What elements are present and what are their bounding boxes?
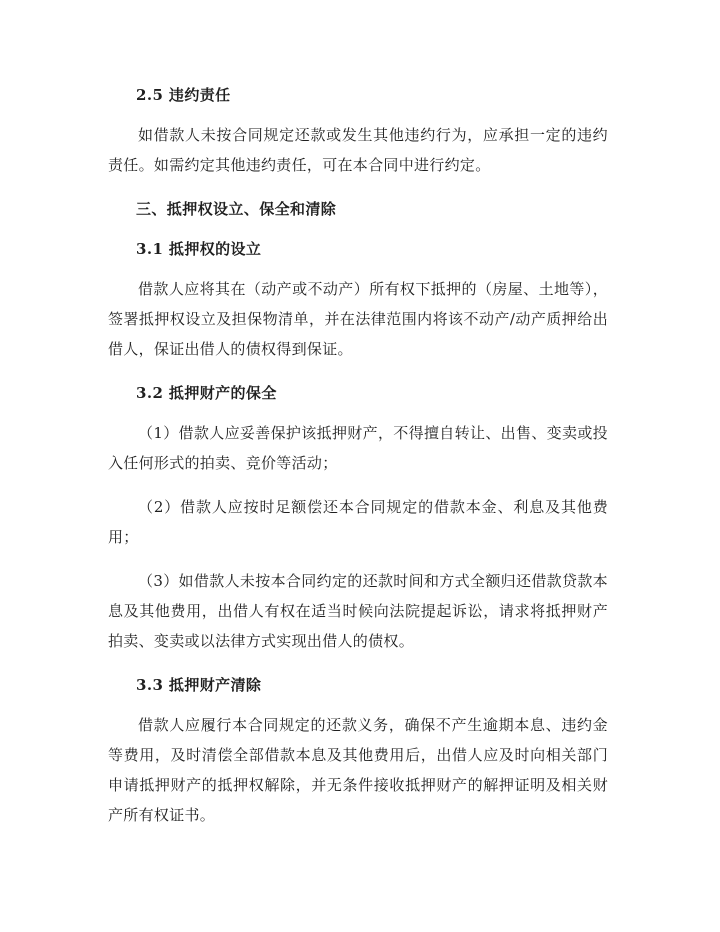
section-2-5-heading: 2.5 违约责任	[136, 86, 231, 104]
section-3-1-heading: 3.1 抵押权的设立	[136, 240, 262, 258]
section-3-2-item-3: （3）如借款人未按本合同约定的还款时间和方式全额归还借款贷款本息及其他费用，出借人有权在适当时候向法院提起诉讼，请求将抵押财产拍卖、变卖或以法律方式实现出借人的债权。	[108, 572, 608, 650]
section-3-heading: 三、抵押权设立、保全和清除	[136, 200, 337, 218]
section-3-2-item-1: （1）借款人应妥善保护该抵押财产，不得擅自转让、出售、变卖或投入任何形式的拍卖、竞价等活动；	[108, 424, 608, 472]
section-3-2-heading: 3.2 抵押财产的保全	[136, 384, 277, 402]
section-3-1-paragraph: 借款人应将其在（动产或不动产）所有权下抵押的（房屋、土地等），签署抵押权设立及担保物清单，并在法律范围内将该不动产/动产质押给出借人，保证出借人的债权得到保证。	[108, 280, 608, 358]
section-3-2-item-2: （2）借款人应按时足额偿还本合同规定的借款本金、利息及其他费用；	[108, 498, 608, 546]
section-3-3-heading: 3.3 抵押财产清除	[136, 676, 262, 694]
section-3-3-paragraph: 借款人应履行本合同规定的还款义务，确保不产生逾期本息、违约金等费用，及时清偿全部借款本息及其他费用后，出借人应及时向相关部门申请抵押财产的抵押权解除，并无条件接收抵押财产的解押证明及相关财产所有权证书。	[108, 716, 608, 824]
document-body	[108, 84, 608, 830]
section-2-5-paragraph: 如借款人未按合同规定还款或发生其他违约行为，应承担一定的违约责任。如需约定其他违约责任，可在本合同中进行约定。	[108, 126, 608, 174]
